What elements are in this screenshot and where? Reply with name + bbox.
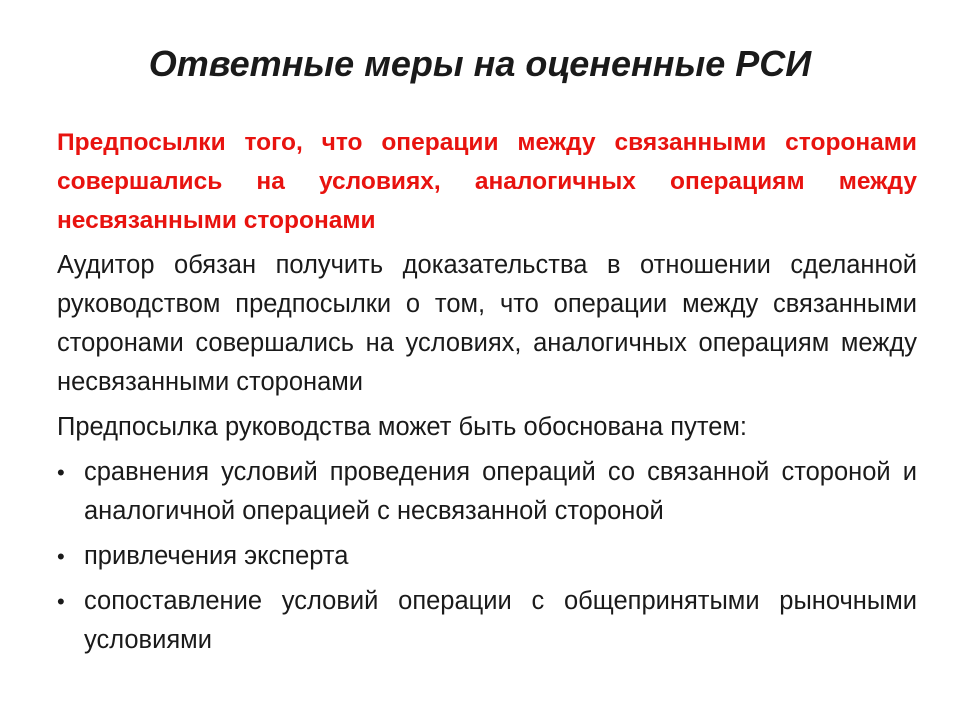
bullet-item-comparison (57, 453, 917, 531)
slide-title: Ответные меры на оцененные РСИ (148, 43, 812, 84)
bullet-icon: • (57, 589, 65, 614)
bullet-item-expert (57, 537, 917, 576)
bullet-text: привлечения эксперта (84, 542, 349, 570)
slide-content (57, 123, 917, 666)
justification-intro: Предпосылка руководства может быть обоснована путем: (57, 413, 748, 441)
bullet-text: сравнения условий проведения операций со связанной стороной и аналогичной операцией с несвязанной стороной (84, 458, 917, 525)
bullet-item-market-terms (57, 582, 917, 660)
bullet-icon: • (57, 544, 65, 569)
red-heading-paragraph: Предпосылки того, что операции между связанными сторонами совершались на условиях, аналогичных операциям между несвязанными сторонами (57, 129, 917, 234)
bullet-icon: • (57, 460, 65, 485)
auditor-paragraph: Аудитор обязан получить доказательства в отношении сделанной руководством предпосылки о том, что операции между связанными сторонами совершались на условиях, аналогичных операциям между несвязанными сторонами (57, 251, 917, 396)
bullet-text: сопоставление условий операции с общепринятыми рыночными условиями (84, 587, 917, 654)
justification-bullet-list (57, 453, 917, 660)
